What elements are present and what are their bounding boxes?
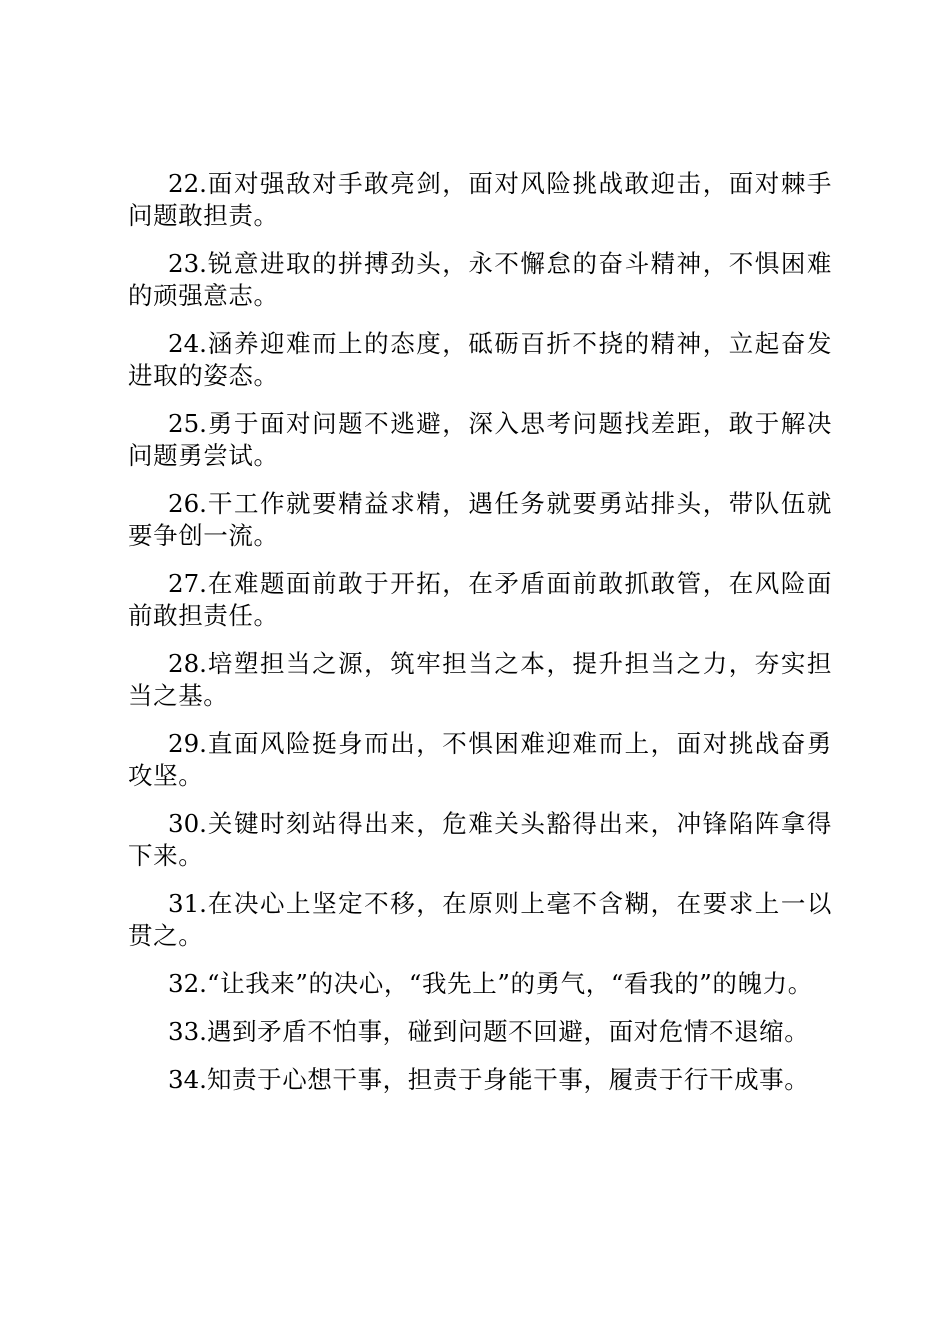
paragraph-text: 在难题面前敢于开拓，在矛盾面前敢抓敢管，在风险面前敢担责任。: [128, 569, 832, 630]
paragraph-25: [128, 408, 832, 472]
paragraph-text: 知责于心想干事，担责于身能干事，履责于行干成事。: [206, 1065, 810, 1094]
paragraph-text: 干工作就要精益求精，遇任务就要勇站排头，带队伍就要争创一流。: [128, 489, 832, 550]
paragraph-29: [128, 728, 832, 792]
paragraph-23: [128, 248, 832, 312]
paragraph-number: 26.: [168, 489, 207, 518]
paragraph-number: 25.: [168, 409, 207, 438]
paragraph-34: [128, 1064, 832, 1096]
paragraph-text: 关键时刻站得出来，危难关头豁得出来，冲锋陷阵拿得下来。: [128, 809, 832, 870]
paragraph-text: 勇于面对问题不逃避，深入思考问题找差距，敢于解决问题勇尝试。: [128, 409, 832, 470]
paragraph-31: [128, 888, 832, 952]
paragraph-number: 30.: [168, 809, 207, 838]
paragraph-text: 面对强敌对手敢亮剑，面对风险挑战敢迎击，面对棘手问题敢担责。: [128, 169, 832, 230]
paragraph-text: 直面风险挺身而出，不惧困难迎难而上，面对挑战奋勇攻坚。: [128, 729, 832, 790]
paragraph-number: 27.: [168, 569, 207, 598]
paragraph-number: 33.: [168, 1017, 207, 1046]
paragraph-24: [128, 328, 832, 392]
paragraph-30: [128, 808, 832, 872]
paragraph-text: 遇到矛盾不怕事，碰到问题不回避，面对危情不退缩。: [206, 1017, 810, 1046]
paragraph-28: [128, 648, 832, 712]
document-page: [128, 168, 832, 1112]
paragraph-text: 培塑担当之源，筑牢担当之本，提升担当之力，夯实担当之基。: [128, 649, 832, 710]
paragraph-number: 32.: [168, 969, 207, 998]
paragraph-text: “让我来”的决心，“我先上”的勇气，“看我的”的魄力。: [206, 969, 813, 998]
paragraph-text: 锐意进取的拼搏劲头，永不懈怠的奋斗精神，不惧困难的顽强意志。: [128, 249, 832, 310]
paragraph-number: 23.: [168, 249, 207, 278]
paragraph-number: 24.: [168, 329, 207, 358]
paragraph-number: 31.: [168, 889, 207, 918]
paragraph-number: 22.: [168, 169, 207, 198]
paragraph-32: [128, 968, 832, 1000]
paragraph-22: [128, 168, 832, 232]
paragraph-number: 29.: [168, 729, 207, 758]
paragraph-number: 28.: [168, 649, 207, 678]
paragraph-26: [128, 488, 832, 552]
paragraph-number: 34.: [168, 1065, 207, 1094]
paragraph-text: 涵养迎难而上的态度，砥砺百折不挠的精神，立起奋发进取的姿态。: [128, 329, 832, 390]
paragraph-27: [128, 568, 832, 632]
paragraph-33: [128, 1016, 832, 1048]
paragraph-text: 在决心上坚定不移，在原则上毫不含糊，在要求上一以贯之。: [128, 889, 832, 950]
